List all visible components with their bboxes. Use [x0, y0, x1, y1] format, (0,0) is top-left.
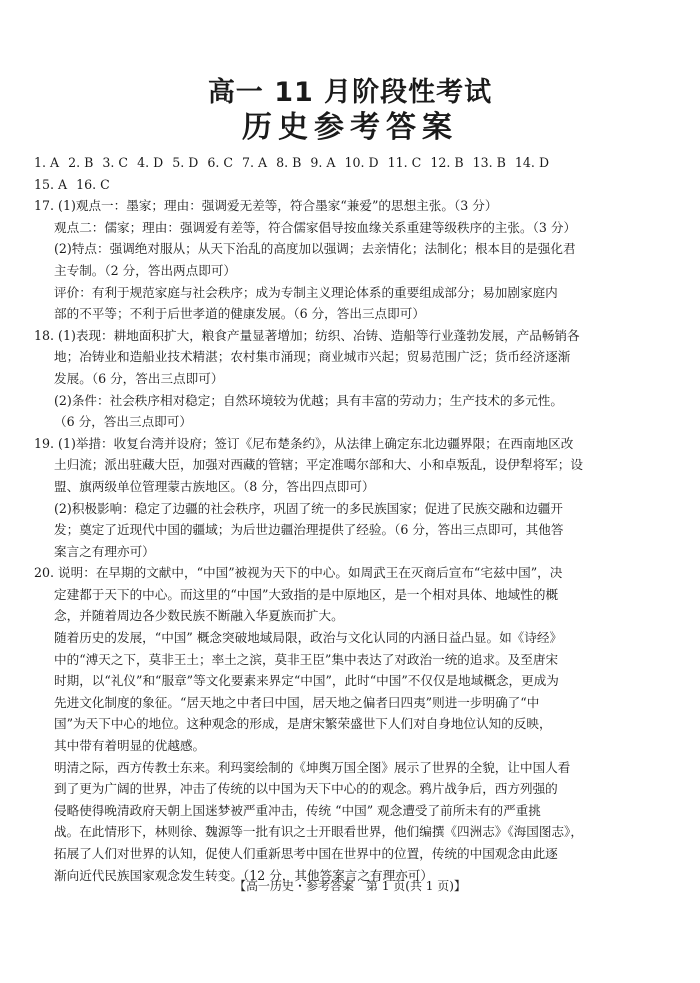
- q20-line: 渐向近代民族国家观念发生转变。（12 分，其他答案言之有理亦可）: [54, 867, 433, 883]
- q18-line: 发展。（6 分，答出三点即可）: [54, 370, 224, 386]
- q17-line: 观点二：儒家；理由：强调爱有差等，符合儒家倡导按血缘关系重建等级秩序的主张。（3 分）: [54, 219, 577, 235]
- q20-line: 国”为天下中心的地位。这种观念的形成，是唐宋繁荣盛世下人们对自身地位认知的反映，: [54, 716, 552, 732]
- q17-line: 主专制。（2 分，答出两点即可）: [54, 262, 237, 278]
- exam-title: 高一 11 月阶段性考试: [207, 77, 493, 108]
- q20-line: 时期，以“礼仪”和“服章”等文化要素来界定“中国”，此时“中国”不仅仅是地域概念，更成为: [54, 673, 559, 689]
- mc-answer: 13. B: [472, 155, 506, 170]
- mc-answer: 11. C: [387, 155, 422, 170]
- q19-line: (2)积极影响：稳定了边疆的社会秩序，巩固了统一的多民族国家；促进了民族交融和边疆开: [54, 500, 563, 516]
- q19-line: 发；奠定了近现代中国的疆域；为后世边疆治理提供了经验。（6 分，答出三点即可，其他答: [54, 522, 564, 538]
- q17-line: 部的不平等；不利于后世孝道的健康发展。（6 分，答出三点即可）: [54, 306, 425, 322]
- mc-answer: 5. D: [172, 155, 199, 170]
- q20-line: 到了更为广阔的世界，冲击了传统的以中国为天下中心的的观念。鸦片战争后，西方列强的: [54, 781, 558, 797]
- q18-line: （6 分，答出三点即可）: [54, 414, 192, 430]
- mc-answer: 8. B: [276, 155, 302, 170]
- mc-answer: 14. D: [514, 155, 550, 170]
- q17-line: 17. (1)观点一：墨家；理由：强调爱无差等，符合墨家“兼爱”的思想主张。（3 分）: [34, 198, 498, 214]
- q18-line: (2)条件：社会秩序相对稳定；自然环境较为优越；具有丰富的劳动力；生产技术的多元性。: [54, 392, 563, 408]
- q20-line: 拓展了人们对世界的认知，促使人们重新思考中国在世界中的位置，传统的中国观念由此逐: [54, 846, 558, 861]
- q19-line: 盟、旗两级单位管理蒙古族地区。（8 分，答出四点即可）: [54, 478, 375, 494]
- q20-line: 明清之际，西方传教士东来。利玛窦绘制的《坤舆万国全图》展示了世界的全貌，让中国人看: [54, 759, 571, 775]
- q20-line: 其中带有着明显的优越感。: [54, 738, 206, 754]
- multiple-choice-row-1: [34, 152, 656, 174]
- q20-line: 随着历史的发展，“中国” 概念突破地域局限，政治与文化认同的内涵日益凸显。如《诗经》: [54, 630, 563, 646]
- mc-answer: 10. D: [344, 155, 379, 170]
- q20-line: 战。在此情形下，林则徐、魏源等一批有识之士开眼看世界，他们编撰《四洲志》《海国图志》，: [54, 824, 583, 840]
- mc-answer: 2. B: [68, 155, 94, 170]
- q18-line: 18. (1)表现：耕地面积扩大，粮食产量显著增加；纺织、冶铸、造船等行业蓬勃发展，产品畅销各: [34, 327, 580, 343]
- mc-answer: 16. C: [76, 176, 110, 192]
- q18-line: 地；冶铸业和造船业技术精湛；农村集市涌现；商业城市兴起；贸易范围广泛；货币经济逐渐: [54, 349, 571, 365]
- q19-line: 19. (1)举措：收复台湾并设府；签订《尼布楚条约》，从法律上确定东北边疆界限；在西南地区改: [34, 435, 574, 451]
- q20-line: 念，并随着周边各少数民族不断融入华夏族而扩大。: [54, 608, 344, 624]
- mc-answer: 4. D: [137, 155, 164, 170]
- q19-line: 土归流；派出驻藏大臣，加强对西藏的管辖；平定准噶尔部和大、小和卓叛乱，设伊犁将军；设: [54, 457, 583, 473]
- q20-line: 先进文化制度的象征。“居天地之中者曰中国，居天地之偏者曰四夷”则进一步明确了“中: [54, 694, 540, 710]
- mc-answer: 12. B: [430, 155, 464, 170]
- page-footer: 【高一历史・参考答案 第 1 页(共 1 页)】: [234, 879, 466, 893]
- q20-line: 侵略使得晚清政府天朝上国迷梦被严重冲击，传统 “中国” 观念遭受了前所未有的严重挑: [54, 802, 541, 818]
- q17-line: 评价：有利于规范家庭与社会秩序；成为专制主义理论体系的重要组成部分；易加剧家庭内: [54, 284, 558, 300]
- mc-answer: 7. A: [241, 155, 268, 170]
- q20-line: 中的“溥天之下，莫非王土；率土之滨，莫非王臣”集中表达了对政治一统的追求。及至唐宋: [54, 651, 559, 667]
- mc-answer: 9. A: [310, 155, 336, 170]
- q17-line: (2)特点：强调绝对服从；从天下治乱的高度加以强调；去亲情化；法制化；根本目的是强化君: [54, 241, 576, 257]
- mc-answer: 15. A: [34, 176, 68, 192]
- multiple-choice-row-2: [34, 174, 656, 196]
- answer-key-title: 历史参考答案: [242, 110, 458, 145]
- answer-content: [34, 152, 656, 886]
- q20-line: 定建都于天下的中心。而这里的“中国”大致指的是中原地区，是一个相对具体、地域性的概: [54, 586, 559, 602]
- mc-answer: 1. A: [34, 155, 60, 170]
- mc-answer: 3. C: [102, 155, 129, 170]
- mc-answer: 6. C: [207, 155, 233, 170]
- q20-line: 20. 说明：在早期的文献中，“中国”被视为天下的中心。如周武王在灭商后宣布“宅兹中国”，决: [34, 565, 563, 581]
- q19-line: 案言之有理亦可）: [54, 543, 155, 559]
